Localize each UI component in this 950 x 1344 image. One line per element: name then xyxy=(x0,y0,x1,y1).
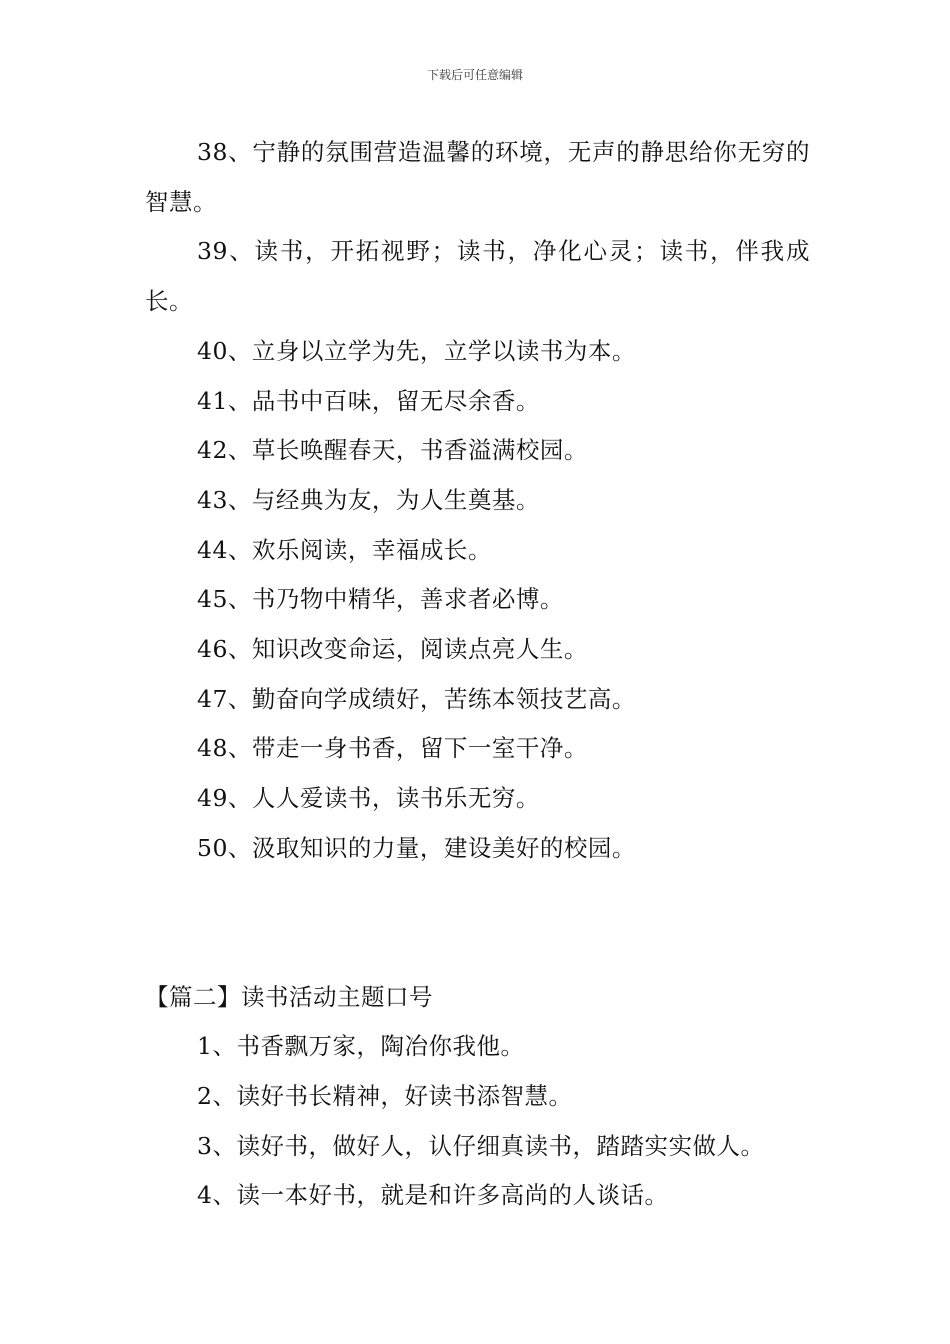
slogan-48: 48、带走一身书香，留下一室干净。 xyxy=(197,734,588,763)
slogan-39: 39、读书，开拓视野；读书，净化心灵；读书，伴我成长。 xyxy=(145,237,810,316)
slogan-3: 3、读好书，做好人，认仔细真读书，踏踏实实做人。 xyxy=(197,1131,765,1160)
page-header: 下载后可任意编辑 xyxy=(426,68,523,82)
section-spacer xyxy=(145,874,810,973)
slogan-40: 40、立身以立学为先，立学以读书为本。 xyxy=(197,336,636,365)
document-body xyxy=(145,128,810,1221)
slogan-44: 44、欢乐阅读，幸福成长。 xyxy=(197,535,492,564)
slogan-38: 38、宁静的氛围营造温馨的环境，无声的静思给你无穷的智慧。 xyxy=(145,138,810,216)
slogan-41: 41、品书中百味，留无尽余香。 xyxy=(197,386,540,415)
slogan-46: 46、知识改变命运，阅读点亮人生。 xyxy=(197,635,588,664)
slogan-45: 45、书乃物中精华，善求者必博。 xyxy=(197,585,564,614)
slogan-49: 49、人人爱读书，读书乐无穷。 xyxy=(197,784,540,813)
slogan-42: 42、草长唤醒春天，书香溢满校园。 xyxy=(197,436,588,465)
slogan-2: 2、读好书长精神，好读书添智慧。 xyxy=(197,1081,573,1110)
slogan-4: 4、读一本好书，就是和许多高尚的人谈话。 xyxy=(197,1181,669,1210)
slogan-1: 1、书香飘万家，陶冶你我他。 xyxy=(197,1032,525,1061)
slogan-43: 43、与经典为友，为人生奠基。 xyxy=(197,485,540,514)
slogan-47: 47、勤奋向学成绩好，苦练本领技艺高。 xyxy=(197,684,636,713)
slogan-50: 50、汲取知识的力量，建设美好的校园。 xyxy=(197,833,636,862)
section-title: 【篇二】读书活动主题口号 xyxy=(145,982,433,1011)
